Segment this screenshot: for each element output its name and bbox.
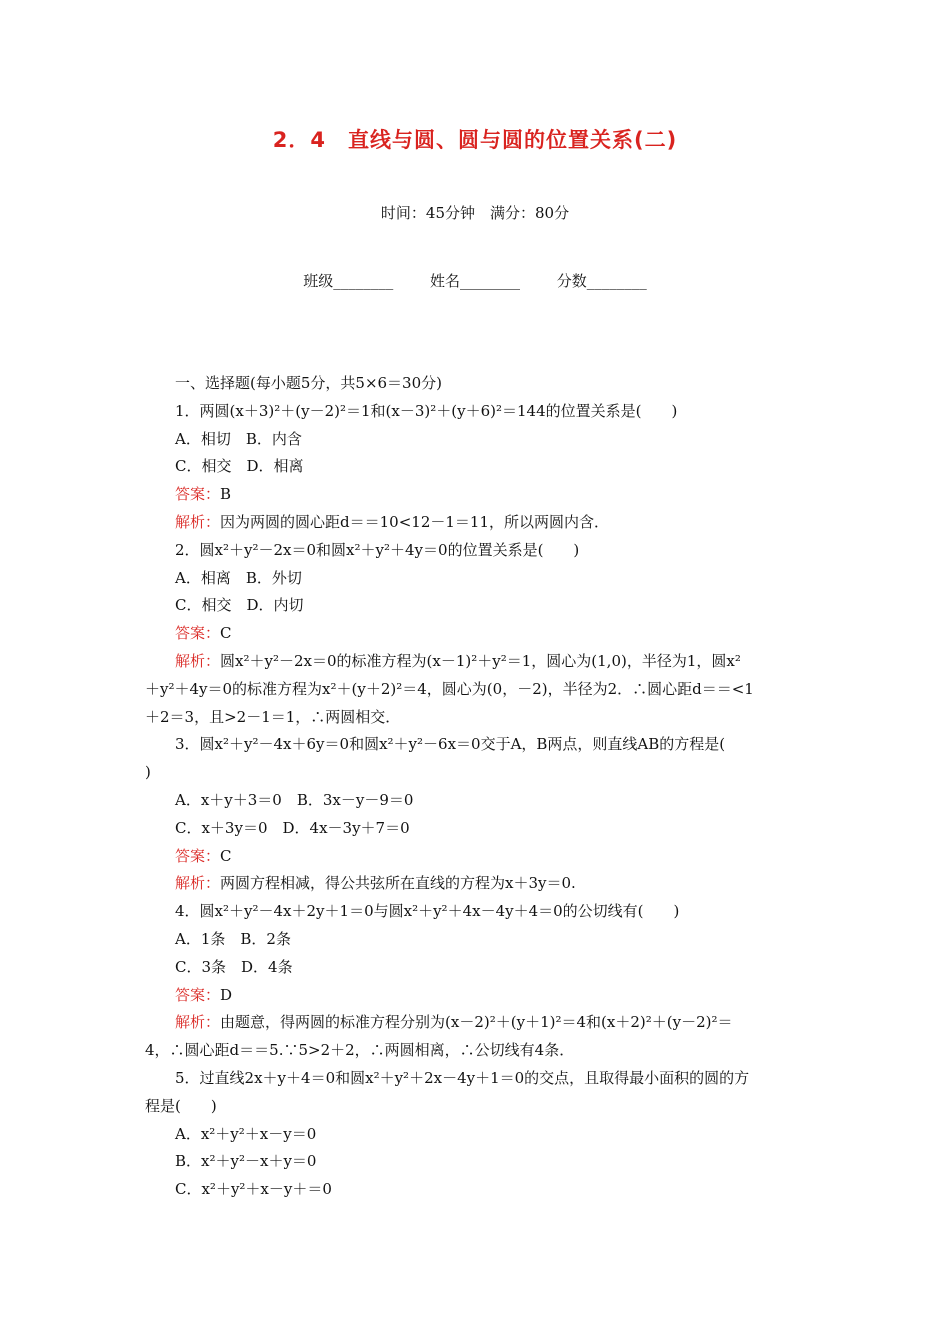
question-5-option-a: A．x²＋y²＋x－y＝0 bbox=[175, 1124, 317, 1143]
question-2-analysis-line-3: ＋2＝3，且>2－1＝1，∴两圆相交． bbox=[145, 707, 401, 726]
question-5-option-c: C．x²＋y²＋x－y＋＝0 bbox=[175, 1180, 332, 1199]
answer-label: 答案： bbox=[175, 985, 221, 1004]
answer-value: D bbox=[220, 985, 233, 1004]
document-title: 2．4 直线与圆、圆与圆的位置关系(二) bbox=[272, 128, 678, 152]
question-3-stem-line-2: ) bbox=[145, 763, 151, 782]
question-4-analysis-line-2: 4，∴圆心距d＝＝5.∵5>2＋2，∴两圆相离，∴公切线有4条． bbox=[145, 1041, 575, 1060]
analysis-text: 圆x²＋y²－2x＝0的标准方程为(x－1)²＋y²＝1，圆心为(1,0)，半径为1，圆x² bbox=[220, 651, 741, 670]
question-4-answer bbox=[145, 982, 810, 1010]
answer-value: B bbox=[220, 485, 232, 504]
question-1-options-cd: C．相交 D．相离 bbox=[175, 457, 304, 476]
question-4-analysis-line-1 bbox=[145, 1009, 810, 1037]
analysis-text: 两圆方程相减，得公共弦所在直线的方程为x＋3y＝0. bbox=[220, 874, 576, 893]
question-3-options-ab: A．x＋y＋3＝0 B．3x－y－9＝0 bbox=[175, 790, 414, 809]
answer-label: 答案： bbox=[175, 485, 221, 504]
class-field: 班级________ bbox=[303, 272, 394, 290]
time-and-score-info: 时间：45分钟 满分：80分 bbox=[380, 204, 570, 222]
analysis-label: 解析： bbox=[175, 651, 221, 670]
question-2-options-ab: A．相离 B．外切 bbox=[175, 568, 302, 587]
analysis-label: 解析： bbox=[175, 874, 221, 893]
question-2-analysis-line-1 bbox=[145, 648, 810, 676]
answer-label: 答案： bbox=[175, 846, 221, 865]
question-4-stem: 4．圆x²＋y²－4x＋2y＋1＝0与圆x²＋y²＋4x－4y＋4＝0的公切线有( ) bbox=[175, 902, 680, 921]
question-2-answer bbox=[145, 620, 810, 648]
section-heading: 一、选择题(每小题5分，共5×6＝30分) bbox=[175, 374, 442, 392]
question-5-stem-line-2: 程是( ) bbox=[145, 1096, 217, 1115]
question-4-options-ab: A．1条 B．2条 bbox=[175, 929, 291, 948]
question-5-stem-line-1: 5．过直线2x＋y＋4＝0和圆x²＋y²＋2x－4y＋1＝0的交点，且取得最小面积的圆的方 bbox=[175, 1068, 750, 1087]
score-field: 分数________ bbox=[556, 272, 647, 290]
question-3-analysis bbox=[145, 870, 810, 898]
analysis-text: 因为两圆的圆心距d＝＝10<12－1＝11，所以两圆内含． bbox=[220, 512, 609, 531]
question-4-options-cd: C．3条 D．4条 bbox=[175, 957, 293, 976]
question-2-stem: 2．圆x²＋y²－2x＝0和圆x²＋y²＋4y＝0的位置关系是( ) bbox=[175, 540, 580, 559]
question-1-options-ab: A．相切 B．内含 bbox=[175, 429, 302, 448]
analysis-label: 解析： bbox=[175, 1013, 221, 1032]
answer-value: C bbox=[220, 624, 232, 643]
question-content bbox=[145, 370, 810, 1204]
question-2-analysis-line-2: ＋y²＋4y＝0的标准方程为x²＋(y＋2)²＝4，圆心为(0，－2)，半径为2．∴圆心距d＝＝<1 bbox=[145, 679, 754, 698]
question-3-answer bbox=[145, 843, 810, 871]
name-field: 姓名________ bbox=[429, 272, 520, 290]
answer-label: 答案： bbox=[175, 624, 221, 643]
question-1-analysis bbox=[145, 509, 810, 537]
question-3-options-cd: C．x＋3y＝0 D．4x－3y＋7＝0 bbox=[175, 818, 410, 837]
question-1-stem: 1．两圆(x＋3)²＋(y－2)²＝1和(x－3)²＋(y＋6)²＝144的位置关系是( ) bbox=[175, 401, 678, 420]
answer-value: C bbox=[220, 846, 232, 865]
question-3-stem-line-1: 3．圆x²＋y²－4x＋6y＝0和圆x²＋y²－6x＝0交于A，B两点，则直线AB的方程是( bbox=[175, 735, 726, 754]
student-info-fields bbox=[0, 270, 950, 291]
analysis-label: 解析： bbox=[175, 512, 221, 531]
analysis-text: 由题意，得两圆的标准方程分别为(x－2)²＋(y＋1)²＝4和(x＋2)²＋(y－2)²＝ bbox=[220, 1013, 733, 1032]
question-5-option-b: B．x²＋y²－x＋y＝0 bbox=[175, 1152, 317, 1171]
question-1-answer bbox=[145, 481, 810, 509]
question-2-options-cd: C．相交 D．内切 bbox=[175, 596, 304, 615]
